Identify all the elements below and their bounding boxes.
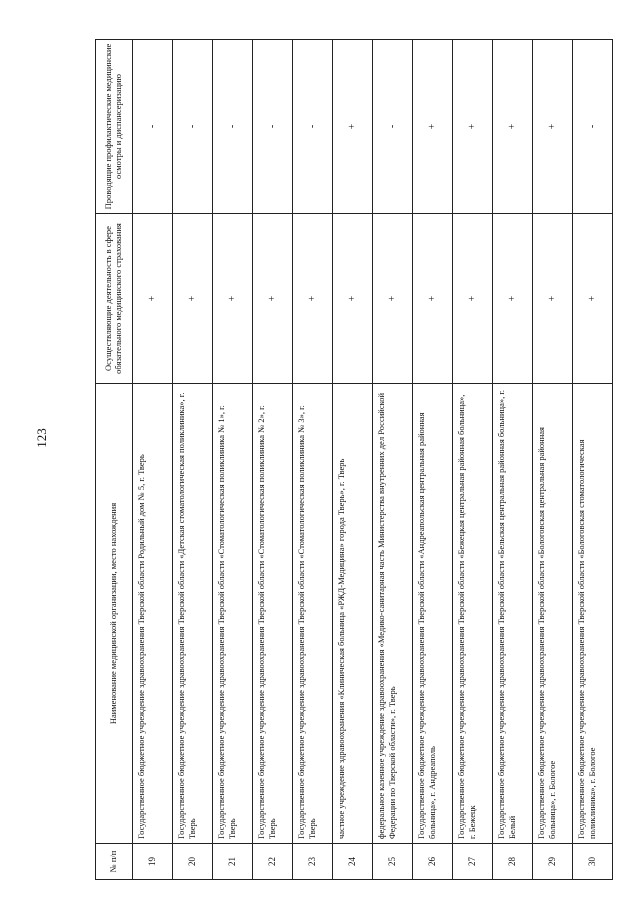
prof-mark: -: [573, 40, 613, 214]
row-number: 28: [493, 844, 533, 880]
oms-mark: +: [493, 214, 533, 384]
row-number: 27: [453, 844, 493, 880]
row-number: 21: [213, 844, 253, 880]
prof-mark: +: [413, 40, 453, 214]
oms-mark: +: [133, 214, 173, 384]
oms-mark: +: [373, 214, 413, 384]
row-number: 24: [333, 844, 373, 880]
row-number: 25: [373, 844, 413, 880]
table-row: [533, 40, 573, 880]
row-number: 30: [573, 844, 613, 880]
oms-mark: +: [213, 214, 253, 384]
page-number: 123: [34, 428, 49, 448]
table-row: [293, 40, 333, 880]
oms-mark: +: [453, 214, 493, 384]
organization-name: Государственное бюджетное учреждение здравоохранения Тверской области «Бежецкая центральная районная больница», г. Бежецк: [453, 384, 493, 844]
table-row: [493, 40, 533, 880]
oms-mark: +: [573, 214, 613, 384]
table-row: [173, 40, 213, 880]
row-number: 20: [173, 844, 213, 880]
organization-name: Государственное бюджетное учреждение здравоохранения Тверской области «Стоматологическая поликлиника № 3», г. Тверь: [293, 384, 333, 844]
table-header-row: [96, 40, 133, 880]
oms-mark: +: [293, 214, 333, 384]
table-row: [333, 40, 373, 880]
prof-mark: -: [133, 40, 173, 214]
row-number: 26: [413, 844, 453, 880]
table-row: [573, 40, 613, 880]
table-row: [453, 40, 493, 880]
organization-name: Государственное бюджетное учреждение здравоохранения Тверской области «Андреапольская центральная районная больница», г. Андреаполь: [413, 384, 453, 844]
row-number: 23: [293, 844, 333, 880]
prof-mark: +: [333, 40, 373, 214]
oms-mark: +: [253, 214, 293, 384]
oms-mark: +: [413, 214, 453, 384]
table-row: [253, 40, 293, 880]
organization-name: Государственное бюджетное учреждение здравоохранения Тверской области «Детская стоматологическая поликлиника», г. Тверь: [173, 384, 213, 844]
oms-mark: +: [173, 214, 213, 384]
organization-name: Государственное бюджетное учреждение здравоохранения Тверской области «Стоматологическая поликлиника № 1», г. Тверь: [213, 384, 253, 844]
table-row: [373, 40, 413, 880]
row-number: 19: [133, 844, 173, 880]
document-table-rotated: [95, 40, 598, 880]
header-oms: Осуществляющие деятельность в сфере обязательного медицинского страхования: [96, 214, 133, 384]
prof-mark: +: [533, 40, 573, 214]
organization-name: федеральное казенное учреждение здравоохранения «Медико-санитарная часть Министерства внутренних дел Российской Федерации по Тверской области», г. Тверь: [373, 384, 413, 844]
table-row: [213, 40, 253, 880]
prof-mark: +: [453, 40, 493, 214]
prof-mark: -: [253, 40, 293, 214]
header-prof: Проводящие профилактические медицинские осмотры и диспансеризацию: [96, 40, 133, 214]
prof-mark: -: [213, 40, 253, 214]
header-name: Наименование медицинской организации, место нахождения: [96, 384, 133, 844]
row-number: 22: [253, 844, 293, 880]
prof-mark: -: [293, 40, 333, 214]
organization-name: Государственное бюджетное учреждение здравоохранения Тверской области «Бологовская стоматологическая поликлиника», г. Бологое: [573, 384, 613, 844]
organization-name: Государственное бюджетное учреждение здравоохранения Тверской области «Бологовская центральная районная больница», г. Бологое: [533, 384, 573, 844]
organization-name: Государственное бюджетное учреждение здравоохранения Тверской области «Стоматологическая поликлиника № 2», г. Тверь: [253, 384, 293, 844]
organization-name: Государственное бюджетное учреждение здравоохранения Тверской области «Бельская центральная районная больница», г. Белый: [493, 384, 533, 844]
row-number: 29: [533, 844, 573, 880]
oms-mark: +: [533, 214, 573, 384]
table-row: [413, 40, 453, 880]
table-row: [133, 40, 173, 880]
prof-mark: -: [173, 40, 213, 214]
medical-organizations-table: [95, 39, 613, 880]
prof-mark: +: [493, 40, 533, 214]
oms-mark: +: [333, 214, 373, 384]
organization-name: Государственное бюджетное учреждение здравоохранения Тверской области Родильный дом № 5, г. Тверь: [133, 384, 173, 844]
header-num: № п/п: [96, 844, 133, 880]
prof-mark: -: [373, 40, 413, 214]
organization-name: частное учреждение здравоохранения «Клиническая больница «РЖД-Медицина» города Тверь», г. Тверь: [333, 384, 373, 844]
